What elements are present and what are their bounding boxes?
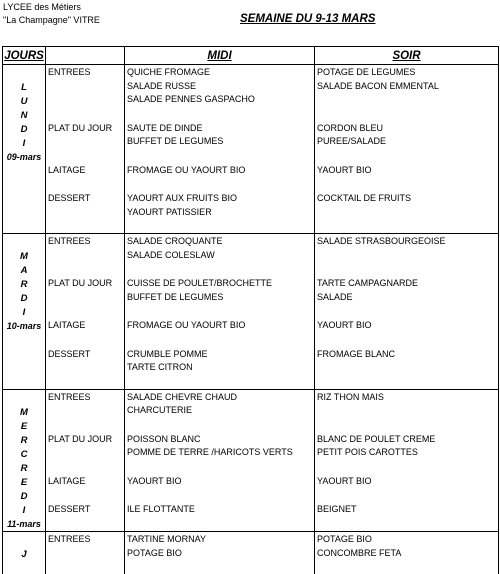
- menu-row: [3, 121, 499, 163]
- day-name: [5, 532, 43, 562]
- soir-cell: [315, 65, 499, 121]
- header-blank: [46, 47, 125, 65]
- midi-item: SALADE CHEVRE CHAUD: [127, 391, 312, 405]
- midi-item: ILE FLOTTANTE: [127, 503, 312, 517]
- soir-cell: [315, 163, 499, 192]
- school-name: LYCEE des Métiers: [3, 2, 81, 13]
- course-category: ENTREES: [46, 532, 125, 574]
- midi-item: CUISSE DE POULET/BROCHETTE: [127, 277, 312, 291]
- day-letter: R: [21, 434, 28, 448]
- soir-cell: [315, 234, 499, 277]
- course-category: PLAT DU JOUR: [46, 121, 125, 163]
- soir-item: YAOURT BIO: [317, 319, 496, 333]
- day-letter: R: [21, 278, 28, 292]
- soir-item: PUREE/SALADE: [317, 135, 496, 149]
- day-name: [5, 390, 43, 518]
- midi-cell: [125, 532, 315, 574]
- day-letter: A: [21, 264, 28, 278]
- header-soir: SOIR: [315, 47, 499, 65]
- midi-cell: [125, 347, 315, 390]
- soir-item: TARTE CAMPAGNARDE: [317, 277, 496, 291]
- soir-item: SALADE: [317, 291, 496, 305]
- soir-cell: [315, 474, 499, 503]
- menu-row: [3, 532, 499, 574]
- midi-item: SALADE COLESLAW: [127, 249, 312, 263]
- course-category: LAITAGE: [46, 163, 125, 192]
- midi-item: QUICHE FROMAGE: [127, 66, 312, 80]
- midi-cell: [125, 474, 315, 503]
- day-letter: M: [20, 406, 28, 420]
- day-letter: I: [23, 137, 26, 151]
- soir-cell: [315, 432, 499, 474]
- midi-cell: [125, 389, 315, 432]
- day-letter: D: [21, 490, 28, 504]
- soir-cell: [315, 502, 499, 531]
- midi-cell: [125, 432, 315, 474]
- day-cell: [3, 65, 46, 234]
- midi-item: YAOURT PATISSIER: [127, 206, 312, 220]
- soir-item: YAOURT BIO: [317, 164, 496, 178]
- midi-item: SALADE PENNES GASPACHO: [127, 93, 312, 107]
- day-letter: E: [21, 476, 27, 490]
- school-location: "La Champagne" VITRE: [3, 15, 100, 26]
- midi-cell: [125, 191, 315, 234]
- day-date: 10-mars: [5, 320, 43, 334]
- course-category: LAITAGE: [46, 318, 125, 347]
- menu-row: [3, 276, 499, 318]
- day-letter: I: [23, 306, 26, 320]
- day-name: [5, 65, 43, 151]
- midi-cell: [125, 121, 315, 163]
- soir-cell: [315, 318, 499, 347]
- day-letter: D: [21, 123, 28, 137]
- day-letter: L: [21, 81, 27, 95]
- day-letter: N: [21, 109, 28, 123]
- soir-item: POTAGE BIO: [317, 533, 496, 547]
- soir-item: FROMAGE BLANC: [317, 348, 496, 362]
- menu-row: [3, 191, 499, 234]
- menu-row: [3, 474, 499, 503]
- soir-item: PETIT POIS CAROTTES: [317, 446, 496, 460]
- midi-item: BUFFET DE LEGUMES: [127, 135, 312, 149]
- soir-cell: [315, 276, 499, 318]
- soir-item: SALADE BACON EMMENTAL: [317, 80, 496, 94]
- day-date: 11-mars: [5, 518, 43, 532]
- midi-item: YAOURT AUX FRUITS BIO: [127, 192, 312, 206]
- course-category: ENTREES: [46, 389, 125, 432]
- course-category: PLAT DU JOUR: [46, 432, 125, 474]
- day-cell: [3, 234, 46, 390]
- midi-item: FROMAGE OU YAOURT BIO: [127, 319, 312, 333]
- header-midi: MIDI: [125, 47, 315, 65]
- menu-row: [3, 65, 499, 121]
- midi-item: YAOURT BIO: [127, 475, 312, 489]
- menu-row: [3, 432, 499, 474]
- midi-item: BUFFET DE LEGUMES: [127, 291, 312, 305]
- midi-cell: [125, 502, 315, 531]
- menu-row: [3, 163, 499, 192]
- header-row: [3, 47, 499, 65]
- day-letter: I: [23, 504, 26, 518]
- midi-cell: [125, 163, 315, 192]
- midi-item: SAUTE DE DINDE: [127, 122, 312, 136]
- soir-cell: [315, 347, 499, 390]
- day-letter: J: [21, 548, 26, 562]
- header-jours: JOURS: [3, 47, 46, 65]
- course-category: PLAT DU JOUR: [46, 276, 125, 318]
- midi-item: FROMAGE OU YAOURT BIO: [127, 164, 312, 178]
- day-letter: R: [21, 462, 28, 476]
- day-letter: U: [21, 95, 28, 109]
- midi-cell: [125, 276, 315, 318]
- midi-cell: [125, 234, 315, 277]
- course-category: DESSERT: [46, 502, 125, 531]
- day-cell: [3, 532, 46, 574]
- midi-item: POMME DE TERRE /HARICOTS VERTS: [127, 446, 312, 460]
- soir-cell: [315, 532, 499, 574]
- soir-item: CONCOMBRE FETA: [317, 547, 496, 561]
- day-cell: [3, 389, 46, 532]
- soir-item: COCKTAIL DE FRUITS: [317, 192, 496, 206]
- midi-item: CHARCUTERIE: [127, 404, 312, 418]
- soir-cell: [315, 121, 499, 163]
- menu-row: [3, 347, 499, 390]
- soir-item: POTAGE DE LEGUMES: [317, 66, 496, 80]
- midi-cell: [125, 65, 315, 121]
- menu-row: [3, 502, 499, 531]
- midi-item: SALADE CROQUANTE: [127, 235, 312, 249]
- midi-item: TARTE CITRON: [127, 361, 312, 375]
- soir-cell: [315, 191, 499, 234]
- course-category: LAITAGE: [46, 474, 125, 503]
- day-name: [5, 234, 43, 320]
- course-category: DESSERT: [46, 347, 125, 390]
- soir-item: CORDON BLEU: [317, 122, 496, 136]
- soir-item: BEIGNET: [317, 503, 496, 517]
- soir-item: BLANC DE POULET CREME: [317, 433, 496, 447]
- page-title: SEMAINE DU 9-13 MARS: [240, 13, 375, 25]
- midi-item: POTAGE BIO: [127, 547, 312, 561]
- menu-row: [3, 389, 499, 432]
- menu-body: [3, 65, 499, 574]
- soir-item: YAOURT BIO: [317, 475, 496, 489]
- soir-cell: [315, 389, 499, 432]
- midi-item: CRUMBLE POMME: [127, 348, 312, 362]
- soir-item: SALADE STRASBOURGEOISE: [317, 235, 496, 249]
- course-category: ENTREES: [46, 65, 125, 121]
- menu-table: [2, 46, 499, 574]
- day-letter: M: [20, 250, 28, 264]
- menu-row: [3, 234, 499, 277]
- course-category: ENTREES: [46, 234, 125, 277]
- midi-item: SALADE RUSSE: [127, 80, 312, 94]
- menu-row: [3, 318, 499, 347]
- soir-item: RIZ THON MAIS: [317, 391, 496, 405]
- midi-cell: [125, 318, 315, 347]
- day-date: 09-mars: [5, 151, 43, 165]
- day-letter: E: [21, 420, 27, 434]
- day-letter: D: [21, 292, 28, 306]
- midi-item: TARTINE MORNAY: [127, 533, 312, 547]
- midi-item: POISSON BLANC: [127, 433, 312, 447]
- course-category: DESSERT: [46, 191, 125, 234]
- day-letter: C: [21, 448, 28, 462]
